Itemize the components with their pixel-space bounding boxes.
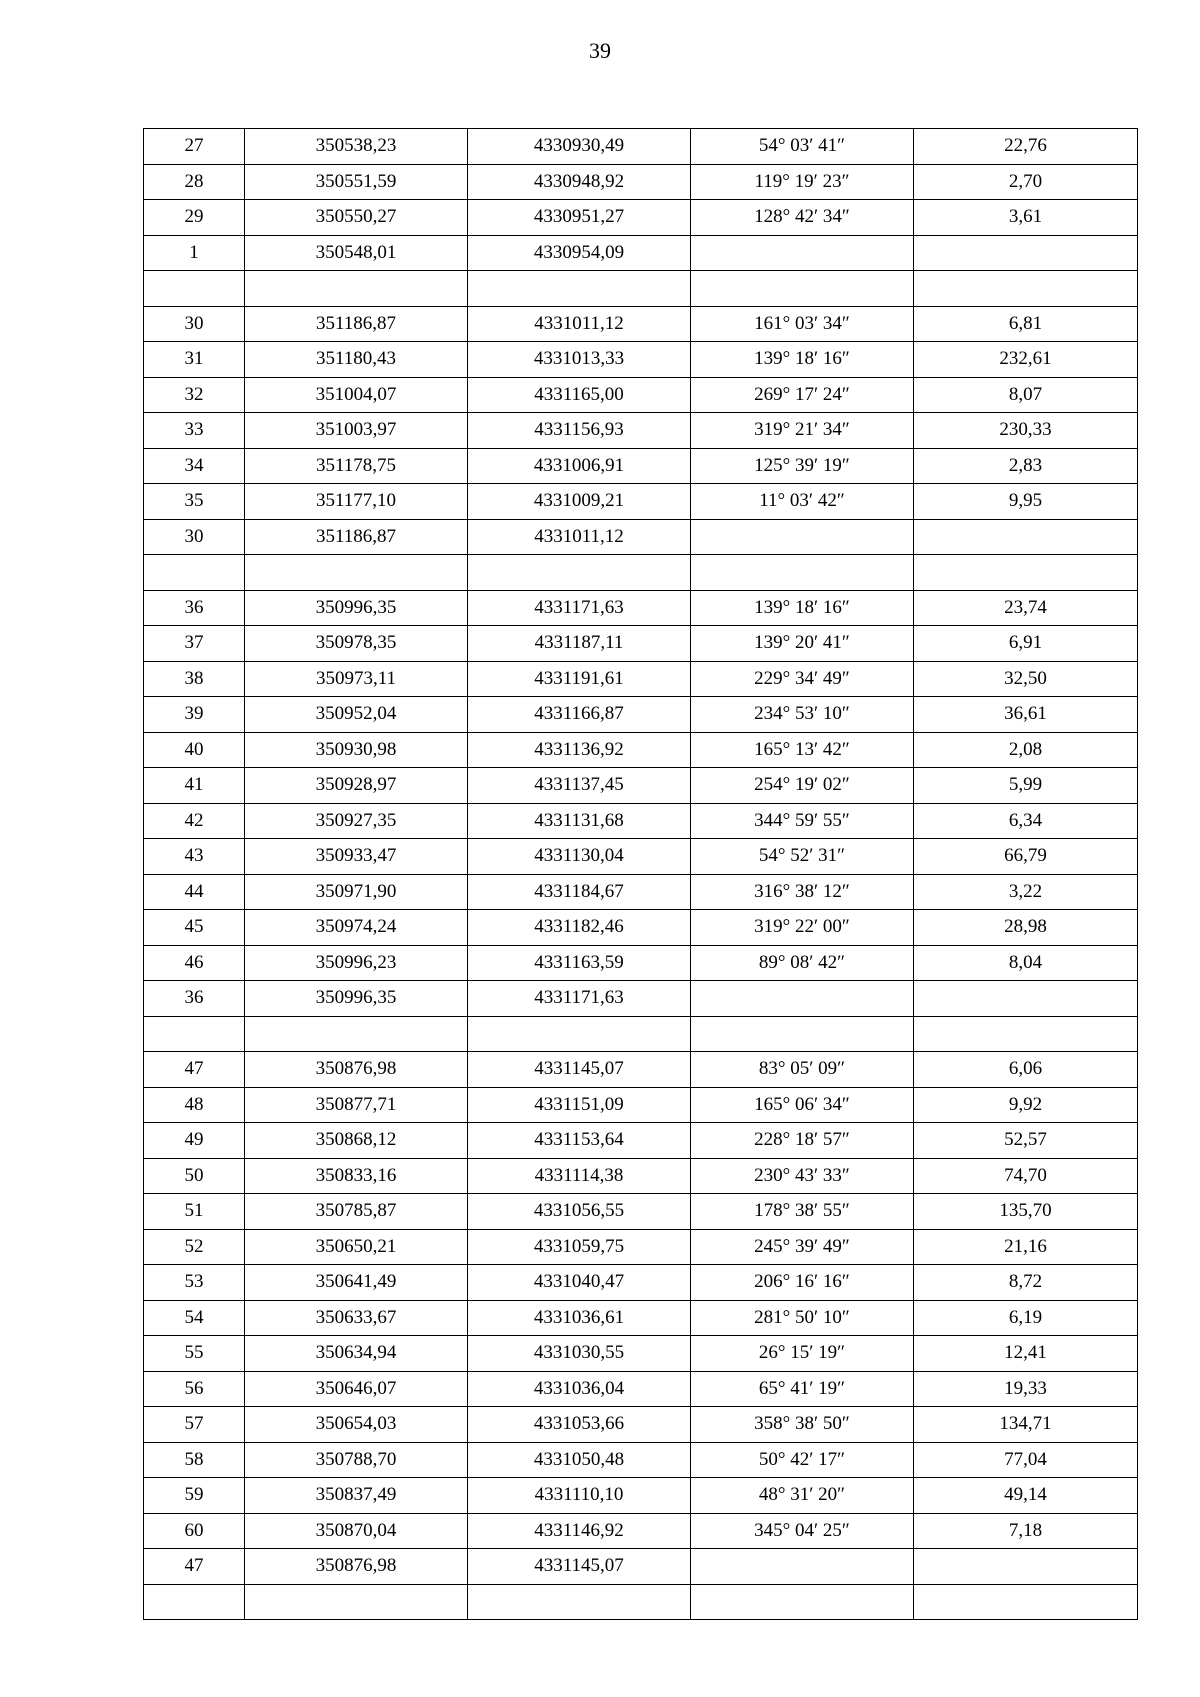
distance-cell: 23,74	[914, 590, 1138, 626]
table-row	[144, 1407, 1138, 1443]
x-coordinate-cell: 350634,94	[245, 1336, 468, 1372]
point-number-cell: 56	[144, 1371, 245, 1407]
y-coordinate-cell: 4331171,63	[468, 981, 691, 1017]
table-row	[144, 874, 1138, 910]
direction-angle-cell: 344° 59′ 55″	[691, 803, 914, 839]
direction-angle-cell: 230° 43′ 33″	[691, 1158, 914, 1194]
y-coordinate-cell: 4331182,46	[468, 910, 691, 946]
y-coordinate-cell: 4330948,92	[468, 164, 691, 200]
direction-angle-cell: 26° 15′ 19″	[691, 1336, 914, 1372]
table-row	[144, 413, 1138, 449]
x-coordinate-cell: 350833,16	[245, 1158, 468, 1194]
direction-angle-cell: 178° 38′ 55″	[691, 1194, 914, 1230]
direction-angle-cell: 139° 18′ 16″	[691, 342, 914, 378]
distance-cell: 9,92	[914, 1087, 1138, 1123]
direction-angle-cell: 319° 22′ 00″	[691, 910, 914, 946]
direction-angle-cell: 161° 03′ 34″	[691, 306, 914, 342]
distance-cell: 3,61	[914, 200, 1138, 236]
table-row	[144, 164, 1138, 200]
table-row	[144, 768, 1138, 804]
y-coordinate-cell: 4331059,75	[468, 1229, 691, 1265]
distance-cell: 9,95	[914, 484, 1138, 520]
x-coordinate-cell: 350952,04	[245, 697, 468, 733]
y-coordinate-cell: 4331056,55	[468, 1194, 691, 1230]
direction-angle-cell: 119° 19′ 23″	[691, 164, 914, 200]
y-coordinate-cell: 4331011,12	[468, 519, 691, 555]
x-coordinate-cell: 350646,07	[245, 1371, 468, 1407]
x-coordinate-cell: 350928,97	[245, 768, 468, 804]
y-coordinate-cell: 4331171,63	[468, 590, 691, 626]
distance-cell: 6,19	[914, 1300, 1138, 1336]
x-coordinate-cell: 351186,87	[245, 306, 468, 342]
table-row	[144, 910, 1138, 946]
x-coordinate-cell: 350868,12	[245, 1123, 468, 1159]
coordinates-table	[143, 128, 1138, 1620]
direction-angle-cell: 48° 31′ 20″	[691, 1478, 914, 1514]
table-row	[144, 1016, 1138, 1052]
x-coordinate-cell	[245, 1016, 468, 1052]
y-coordinate-cell: 4330954,09	[468, 235, 691, 271]
distance-cell: 6,06	[914, 1052, 1138, 1088]
distance-cell: 19,33	[914, 1371, 1138, 1407]
point-number-cell: 39	[144, 697, 245, 733]
y-coordinate-cell: 4331191,61	[468, 661, 691, 697]
distance-cell: 49,14	[914, 1478, 1138, 1514]
y-coordinate-cell: 4331006,91	[468, 448, 691, 484]
distance-cell: 2,83	[914, 448, 1138, 484]
direction-angle-cell: 345° 04′ 25″	[691, 1513, 914, 1549]
x-coordinate-cell	[245, 555, 468, 591]
distance-cell: 52,57	[914, 1123, 1138, 1159]
x-coordinate-cell: 350870,04	[245, 1513, 468, 1549]
y-coordinate-cell: 4331165,00	[468, 377, 691, 413]
table-row	[144, 484, 1138, 520]
distance-cell: 8,04	[914, 945, 1138, 981]
y-coordinate-cell: 4331036,04	[468, 1371, 691, 1407]
direction-angle-cell: 228° 18′ 57″	[691, 1123, 914, 1159]
point-number-cell: 36	[144, 590, 245, 626]
table-row	[144, 803, 1138, 839]
table-row	[144, 1194, 1138, 1230]
direction-angle-cell	[691, 1584, 914, 1620]
point-number-cell: 47	[144, 1052, 245, 1088]
y-coordinate-cell: 4331163,59	[468, 945, 691, 981]
table-row	[144, 1513, 1138, 1549]
table-row	[144, 1442, 1138, 1478]
table-row	[144, 1123, 1138, 1159]
table-row	[144, 981, 1138, 1017]
table-row	[144, 1229, 1138, 1265]
table-row	[144, 661, 1138, 697]
direction-angle-cell: 89° 08′ 42″	[691, 945, 914, 981]
y-coordinate-cell: 4331011,12	[468, 306, 691, 342]
direction-angle-cell: 316° 38′ 12″	[691, 874, 914, 910]
point-number-cell: 45	[144, 910, 245, 946]
point-number-cell	[144, 1016, 245, 1052]
y-coordinate-cell	[468, 555, 691, 591]
y-coordinate-cell: 4331130,04	[468, 839, 691, 875]
point-number-cell: 28	[144, 164, 245, 200]
table-row	[144, 697, 1138, 733]
distance-cell: 134,71	[914, 1407, 1138, 1443]
table-row	[144, 1158, 1138, 1194]
x-coordinate-cell: 350978,35	[245, 626, 468, 662]
x-coordinate-cell: 351004,07	[245, 377, 468, 413]
direction-angle-cell: 139° 18′ 16″	[691, 590, 914, 626]
direction-angle-cell	[691, 981, 914, 1017]
y-coordinate-cell: 4331146,92	[468, 1513, 691, 1549]
distance-cell: 135,70	[914, 1194, 1138, 1230]
point-number-cell: 47	[144, 1549, 245, 1585]
y-coordinate-cell	[468, 1584, 691, 1620]
x-coordinate-cell: 350973,11	[245, 661, 468, 697]
direction-angle-cell	[691, 555, 914, 591]
distance-cell: 22,76	[914, 129, 1138, 165]
y-coordinate-cell: 4331036,61	[468, 1300, 691, 1336]
direction-angle-cell	[691, 519, 914, 555]
point-number-cell: 48	[144, 1087, 245, 1123]
x-coordinate-cell: 350927,35	[245, 803, 468, 839]
point-number-cell: 30	[144, 519, 245, 555]
y-coordinate-cell: 4331187,11	[468, 626, 691, 662]
table-row	[144, 129, 1138, 165]
table-row	[144, 1478, 1138, 1514]
x-coordinate-cell: 350974,24	[245, 910, 468, 946]
x-coordinate-cell: 350877,71	[245, 1087, 468, 1123]
table-row	[144, 1336, 1138, 1372]
y-coordinate-cell: 4330951,27	[468, 200, 691, 236]
direction-angle-cell: 281° 50′ 10″	[691, 1300, 914, 1336]
distance-cell	[914, 981, 1138, 1017]
x-coordinate-cell: 350971,90	[245, 874, 468, 910]
table-row	[144, 555, 1138, 591]
table-row	[144, 626, 1138, 662]
table-row	[144, 342, 1138, 378]
distance-cell: 6,34	[914, 803, 1138, 839]
direction-angle-cell: 50° 42′ 17″	[691, 1442, 914, 1478]
table-row	[144, 1087, 1138, 1123]
distance-cell: 230,33	[914, 413, 1138, 449]
point-number-cell: 58	[144, 1442, 245, 1478]
x-coordinate-cell: 350654,03	[245, 1407, 468, 1443]
distance-cell: 8,07	[914, 377, 1138, 413]
y-coordinate-cell: 4331166,87	[468, 697, 691, 733]
table-row	[144, 1549, 1138, 1585]
point-number-cell: 30	[144, 306, 245, 342]
direction-angle-cell: 358° 38′ 50″	[691, 1407, 914, 1443]
x-coordinate-cell: 350550,27	[245, 200, 468, 236]
distance-cell: 2,08	[914, 732, 1138, 768]
y-coordinate-cell: 4330930,49	[468, 129, 691, 165]
direction-angle-cell	[691, 235, 914, 271]
table-row	[144, 1371, 1138, 1407]
table-row	[144, 271, 1138, 307]
distance-cell: 77,04	[914, 1442, 1138, 1478]
page-number: 39	[589, 38, 611, 63]
point-number-cell: 55	[144, 1336, 245, 1372]
y-coordinate-cell: 4331053,66	[468, 1407, 691, 1443]
distance-cell	[914, 235, 1138, 271]
x-coordinate-cell: 350785,87	[245, 1194, 468, 1230]
y-coordinate-cell: 4331151,09	[468, 1087, 691, 1123]
table-row	[144, 1300, 1138, 1336]
y-coordinate-cell: 4331145,07	[468, 1052, 691, 1088]
distance-cell: 2,70	[914, 164, 1138, 200]
table-row	[144, 200, 1138, 236]
point-number-cell: 38	[144, 661, 245, 697]
x-coordinate-cell: 350641,49	[245, 1265, 468, 1301]
distance-cell	[914, 519, 1138, 555]
distance-cell: 7,18	[914, 1513, 1138, 1549]
y-coordinate-cell: 4331110,10	[468, 1478, 691, 1514]
direction-angle-cell	[691, 1549, 914, 1585]
distance-cell	[914, 1016, 1138, 1052]
table-row	[144, 448, 1138, 484]
x-coordinate-cell: 350996,35	[245, 981, 468, 1017]
point-number-cell: 27	[144, 129, 245, 165]
y-coordinate-cell: 4331137,45	[468, 768, 691, 804]
point-number-cell: 42	[144, 803, 245, 839]
x-coordinate-cell: 350551,59	[245, 164, 468, 200]
table-row	[144, 306, 1138, 342]
distance-cell: 6,91	[914, 626, 1138, 662]
direction-angle-cell: 254° 19′ 02″	[691, 768, 914, 804]
x-coordinate-cell: 350788,70	[245, 1442, 468, 1478]
table-row	[144, 1584, 1138, 1620]
x-coordinate-cell: 351180,43	[245, 342, 468, 378]
x-coordinate-cell: 350650,21	[245, 1229, 468, 1265]
table-row	[144, 839, 1138, 875]
direction-angle-cell: 54° 52′ 31″	[691, 839, 914, 875]
x-coordinate-cell: 350633,67	[245, 1300, 468, 1336]
distance-cell	[914, 1549, 1138, 1585]
distance-cell: 5,99	[914, 768, 1138, 804]
distance-cell: 3,22	[914, 874, 1138, 910]
x-coordinate-cell: 350996,35	[245, 590, 468, 626]
x-coordinate-cell: 350996,23	[245, 945, 468, 981]
distance-cell: 66,79	[914, 839, 1138, 875]
y-coordinate-cell: 4331030,55	[468, 1336, 691, 1372]
table-row	[144, 732, 1138, 768]
distance-cell: 8,72	[914, 1265, 1138, 1301]
direction-angle-cell: 139° 20′ 41″	[691, 626, 914, 662]
table-row	[144, 945, 1138, 981]
point-number-cell: 41	[144, 768, 245, 804]
direction-angle-cell: 54° 03′ 41″	[691, 129, 914, 165]
y-coordinate-cell	[468, 271, 691, 307]
x-coordinate-cell: 350876,98	[245, 1549, 468, 1585]
direction-angle-cell: 125° 39′ 19″	[691, 448, 914, 484]
y-coordinate-cell: 4331153,64	[468, 1123, 691, 1159]
table-row	[144, 1265, 1138, 1301]
table-row	[144, 519, 1138, 555]
distance-cell: 28,98	[914, 910, 1138, 946]
table-row	[144, 235, 1138, 271]
direction-angle-cell: 165° 13′ 42″	[691, 732, 914, 768]
x-coordinate-cell: 350538,23	[245, 129, 468, 165]
distance-cell: 21,16	[914, 1229, 1138, 1265]
y-coordinate-cell: 4331114,38	[468, 1158, 691, 1194]
distance-cell: 12,41	[914, 1336, 1138, 1372]
point-number-cell: 57	[144, 1407, 245, 1443]
point-number-cell: 40	[144, 732, 245, 768]
distance-cell: 232,61	[914, 342, 1138, 378]
x-coordinate-cell: 350876,98	[245, 1052, 468, 1088]
y-coordinate-cell: 4331145,07	[468, 1549, 691, 1585]
direction-angle-cell: 229° 34′ 49″	[691, 661, 914, 697]
y-coordinate-cell: 4331184,67	[468, 874, 691, 910]
table-row	[144, 590, 1138, 626]
x-coordinate-cell: 350548,01	[245, 235, 468, 271]
point-number-cell: 31	[144, 342, 245, 378]
point-number-cell: 49	[144, 1123, 245, 1159]
distance-cell: 36,61	[914, 697, 1138, 733]
point-number-cell: 35	[144, 484, 245, 520]
x-coordinate-cell: 351003,97	[245, 413, 468, 449]
distance-cell	[914, 555, 1138, 591]
table-row	[144, 1052, 1138, 1088]
y-coordinate-cell: 4331050,48	[468, 1442, 691, 1478]
direction-angle-cell: 269° 17′ 24″	[691, 377, 914, 413]
point-number-cell: 59	[144, 1478, 245, 1514]
y-coordinate-cell: 4331156,93	[468, 413, 691, 449]
point-number-cell: 53	[144, 1265, 245, 1301]
distance-cell: 74,70	[914, 1158, 1138, 1194]
x-coordinate-cell	[245, 1584, 468, 1620]
table-row	[144, 377, 1138, 413]
x-coordinate-cell: 350837,49	[245, 1478, 468, 1514]
x-coordinate-cell: 351186,87	[245, 519, 468, 555]
direction-angle-cell: 234° 53′ 10″	[691, 697, 914, 733]
direction-angle-cell: 65° 41′ 19″	[691, 1371, 914, 1407]
x-coordinate-cell: 350933,47	[245, 839, 468, 875]
point-number-cell: 46	[144, 945, 245, 981]
direction-angle-cell: 206° 16′ 16″	[691, 1265, 914, 1301]
point-number-cell: 29	[144, 200, 245, 236]
point-number-cell: 43	[144, 839, 245, 875]
point-number-cell: 54	[144, 1300, 245, 1336]
point-number-cell: 44	[144, 874, 245, 910]
x-coordinate-cell: 351178,75	[245, 448, 468, 484]
direction-angle-cell: 319° 21′ 34″	[691, 413, 914, 449]
point-number-cell	[144, 555, 245, 591]
point-number-cell: 50	[144, 1158, 245, 1194]
point-number-cell	[144, 1584, 245, 1620]
x-coordinate-cell	[245, 271, 468, 307]
y-coordinate-cell: 4331013,33	[468, 342, 691, 378]
point-number-cell: 1	[144, 235, 245, 271]
point-number-cell	[144, 271, 245, 307]
point-number-cell: 32	[144, 377, 245, 413]
direction-angle-cell: 11° 03′ 42″	[691, 484, 914, 520]
point-number-cell: 52	[144, 1229, 245, 1265]
y-coordinate-cell: 4331136,92	[468, 732, 691, 768]
point-number-cell: 51	[144, 1194, 245, 1230]
point-number-cell: 60	[144, 1513, 245, 1549]
point-number-cell: 33	[144, 413, 245, 449]
x-coordinate-cell: 350930,98	[245, 732, 468, 768]
y-coordinate-cell: 4331040,47	[468, 1265, 691, 1301]
direction-angle-cell: 83° 05′ 09″	[691, 1052, 914, 1088]
direction-angle-cell	[691, 271, 914, 307]
distance-cell	[914, 1584, 1138, 1620]
point-number-cell: 37	[144, 626, 245, 662]
coordinates-table-body	[144, 129, 1138, 1620]
direction-angle-cell: 128° 42′ 34″	[691, 200, 914, 236]
y-coordinate-cell: 4331131,68	[468, 803, 691, 839]
distance-cell	[914, 271, 1138, 307]
direction-angle-cell: 165° 06′ 34″	[691, 1087, 914, 1123]
direction-angle-cell	[691, 1016, 914, 1052]
distance-cell: 6,81	[914, 306, 1138, 342]
point-number-cell: 34	[144, 448, 245, 484]
distance-cell: 32,50	[914, 661, 1138, 697]
direction-angle-cell: 245° 39′ 49″	[691, 1229, 914, 1265]
y-coordinate-cell: 4331009,21	[468, 484, 691, 520]
y-coordinate-cell	[468, 1016, 691, 1052]
x-coordinate-cell: 351177,10	[245, 484, 468, 520]
point-number-cell: 36	[144, 981, 245, 1017]
